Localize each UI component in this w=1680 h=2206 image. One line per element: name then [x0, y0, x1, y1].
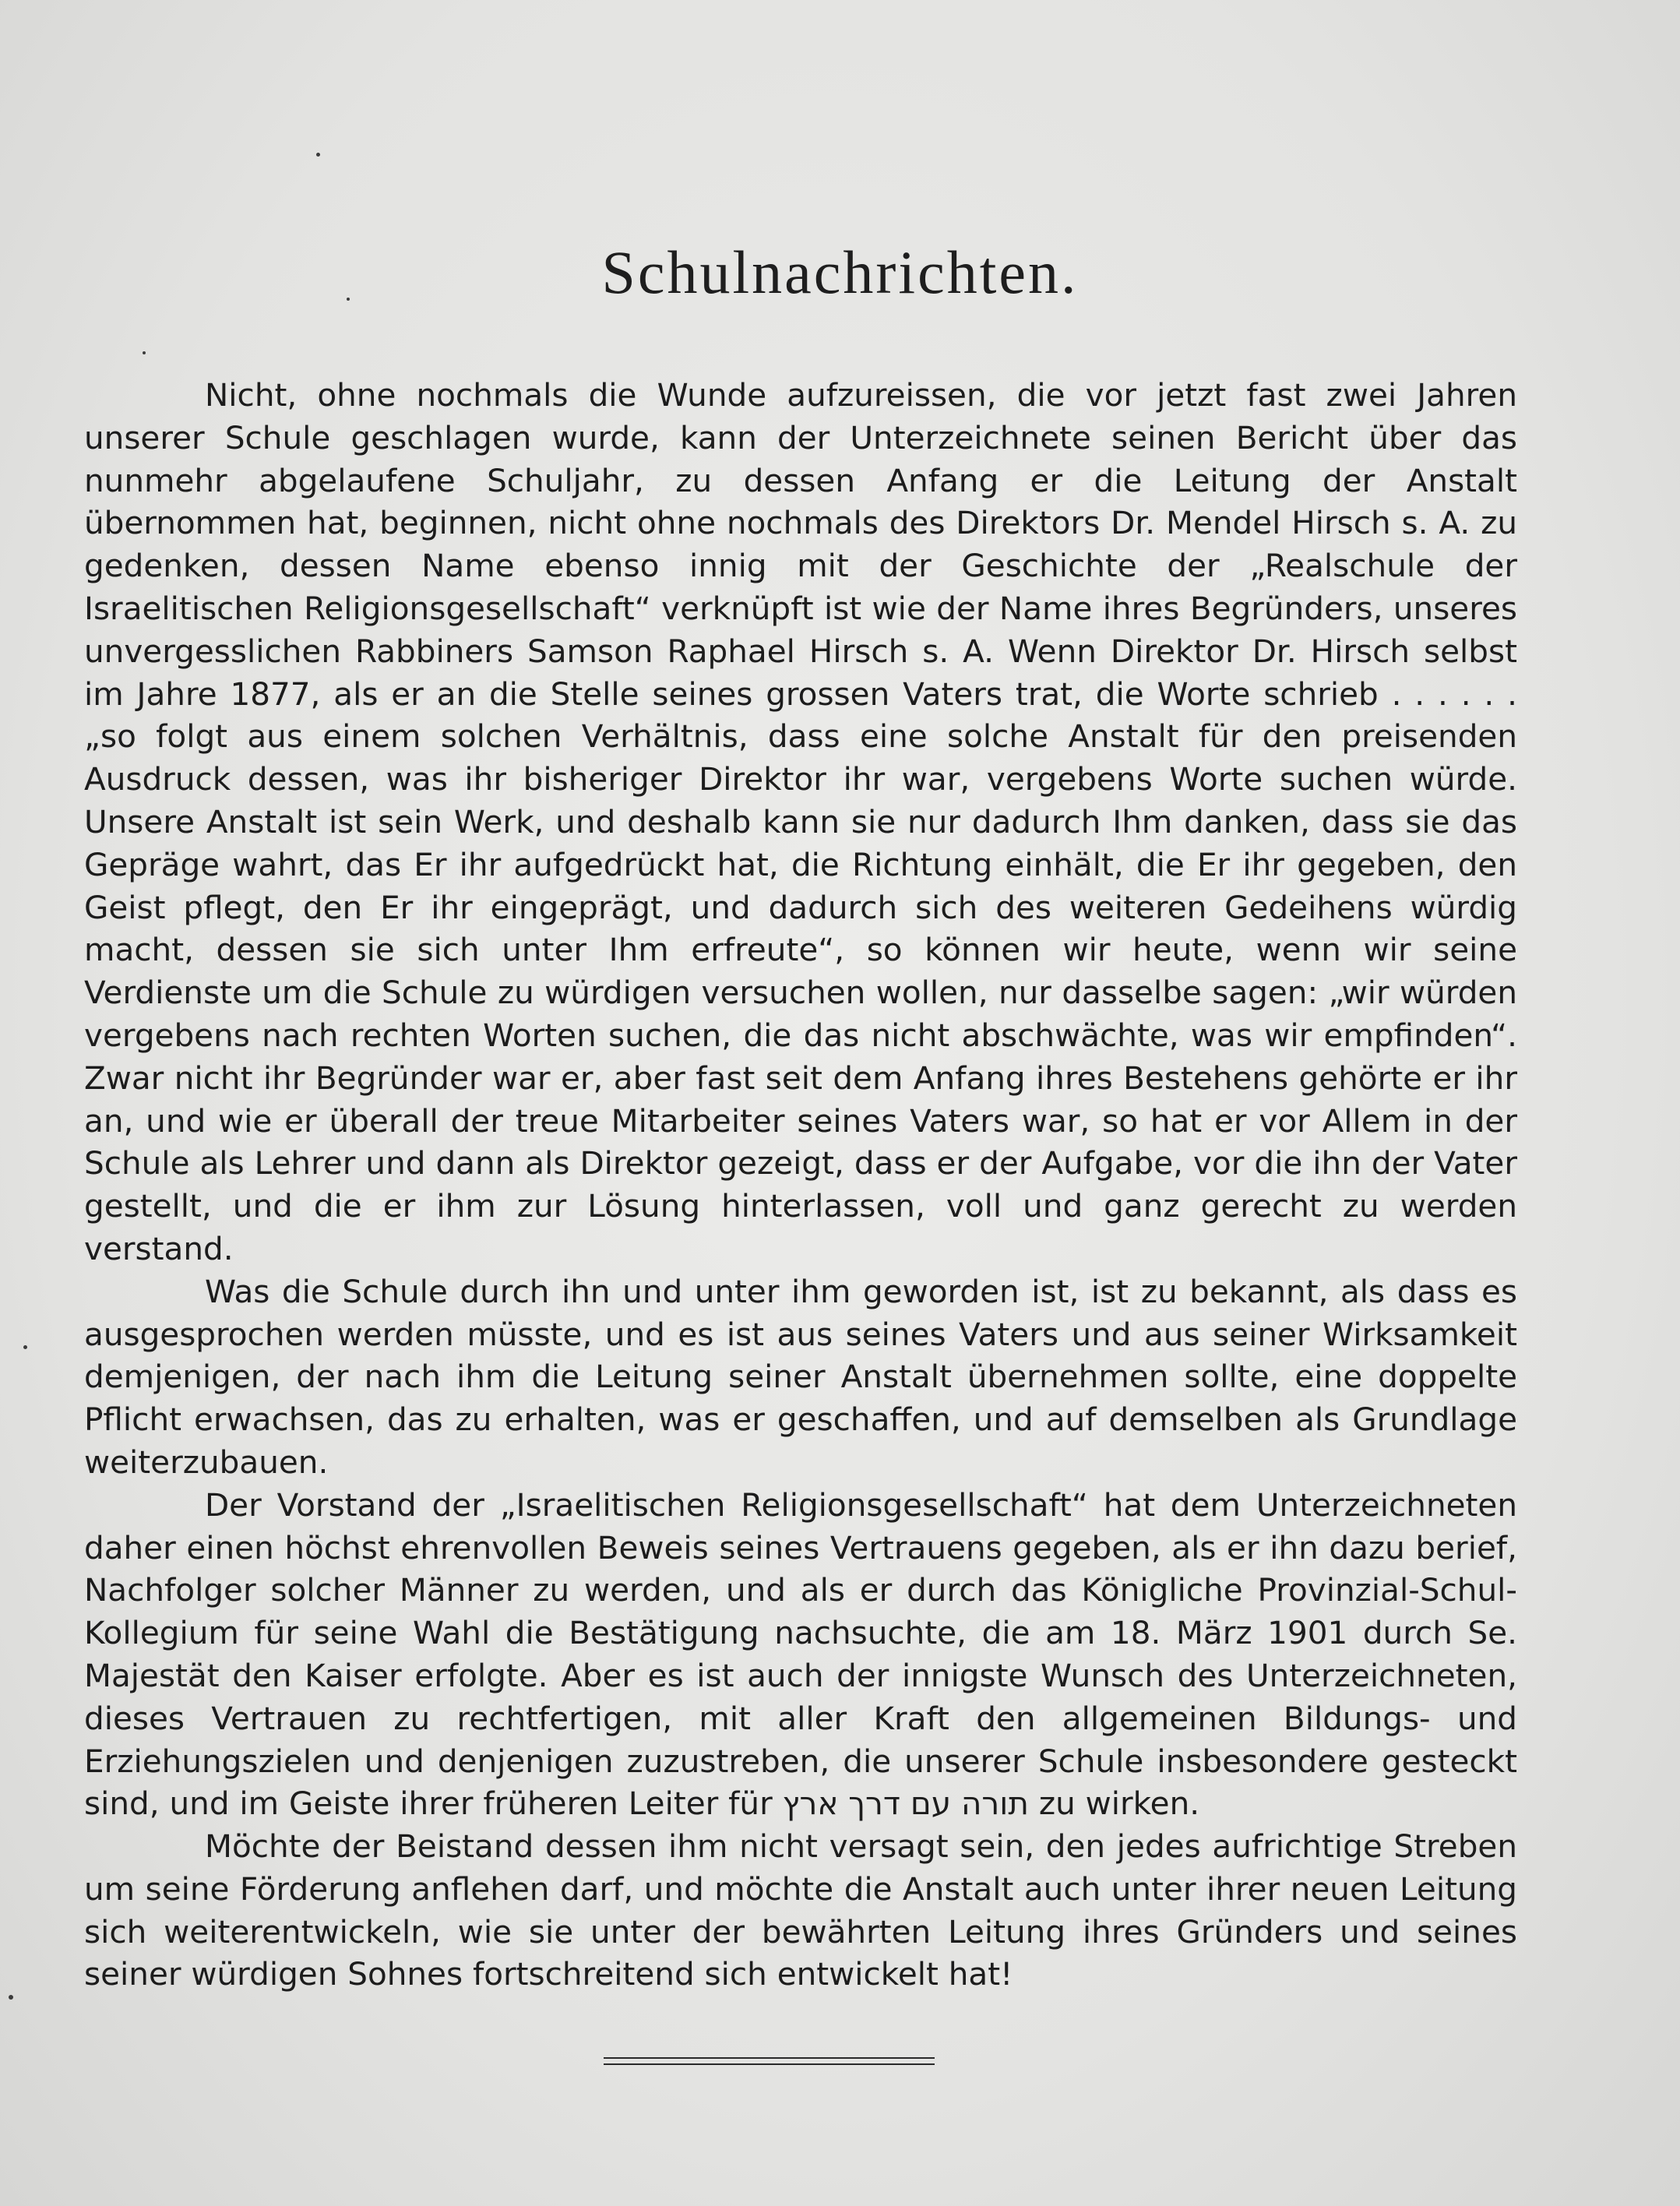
hebrew-phrase: תורה עם דרך ארץ — [782, 1785, 1029, 1823]
print-speck — [9, 1995, 13, 2000]
paragraph: Möchte der Beistand dessen ihm nicht versagt sein, den jedes aufrichtige Streben um seine Förderung anflehen darf, und möchte die Anstalt auch unter ihrer neuen Leitung sich weiterentwickeln, wie sie unter der bewährten Leitung ihres Gründers und seines seiner würdigen Sohnes fortschreitend sich entwickelt hat! — [84, 1827, 1517, 1993]
print-speck — [143, 351, 146, 354]
paragraph-text: Der Vorstand der „Israelitischen Religionsgesellschaft“ hat dem Unterzeichneten daher einen höchst ehrenvollen Beweis seines Vertrauens gegeben, als er ihn dazu berief, Nachfolger solcher Männer zu werden, und als er durch das Königliche Provinzial-Schul-Kollegium für seine Wahl die Bestätigung nachsuchte, die am 18. März 1901 durch Se. Majestät den Kaiser erfolgte. Aber es ist auch der innigste Wunsch des Unterzeichneten, dieses Vertrauen zu rechtfertigen, mit aller Kraft den allgemeinen Bildungs- und Erziehungszielen und denjenigen zuzustreben, die unserer Schule insbesondere gesteckt sind, und im Geiste ihrer früheren Leiter für — [84, 1485, 1517, 1823]
print-speck — [316, 153, 320, 157]
paragraph: Nicht, ohne nochmals die Wunde aufzureissen, die vor jetzt fast zwei Jahren unserer Schule geschlagen wurde, kann der Unterzeichnete seinen Bericht über das nunmehr abgelaufene Schuljahr, zu dessen Anfang er die Leitung der Anstalt übernommen hat, beginnen, nicht ohne nochmals des Direktors Dr. Mendel Hirsch s. A. zu gedenken, dessen Name ebenso innig mit der Geschichte der „Realschule der Israelitischen Religionsgesellschaft“ verknüpft ist wie der Name ihres Begründers, unseres unvergesslichen Rabbiners Samson Raphael Hirsch s. A. Wenn Direktor Dr. Hirsch selbst im Jahre 1877, als er an die Stelle seines grossen Vaters trat, die Worte schrieb . . . . . . „so folgt aus einem solchen Verhältnis, dass eine solche Anstalt für den preisenden Ausdruck dessen, was ihr bisheriger Direktor ihr war, vergebens Worte suchen würde. Unsere Anstalt ist sein Werk, und deshalb kann sie nur dadurch Ihm danken, dass sie das Gepräge wahrt, das Er ihr aufgedrückt hat, die Richtung einhält, die Er ihr gegeben, den Geist pflegt, den Er ihr eingeprägt, und dadurch sich des weiteren Gedeihens würdig macht, dessen sie sich unter Ihm erfreute“, so können wir heute, wenn wir seine Verdienste um die Schule zu würdigen versuchen wollen, nur dasselbe sagen: „wir würden vergebens nach rechten Worten suchen, die das nicht abschwächte, was wir empfinden“. Zwar nicht ihr Begründer war er, aber fast seit dem Anfang ihres Bestehens gehörte er ihr an, und wie er überall der treue Mitarbeiter seines Vaters war, so hat er vor Allem in der Schule als Lehrer und dann als Direktor gezeigt, dass er der Aufgabe, vor die ihn der Vater gestellt, und die er ihm zur Lösung hinterlassen, voll und ganz gerecht zu werden verstand. — [84, 376, 1517, 1267]
paragraph: Was die Schule durch ihn und unter ihm geworden ist, ist zu bekannt, als dass es ausgesprochen werden müsste, und es ist aus seines Vaters und aus seiner Wirksamkeit demjenigen, der nach ihm die Leitung seiner Anstalt übernehmen sollte, eine doppelte Pflicht erwachsen, das zu erhalten, was er geschaffen, und auf demselben als Grundlage weiterzubauen. — [84, 1272, 1517, 1481]
page-title: Schulnachrichten. — [601, 238, 1079, 306]
paragraph-text: zu wirken. — [1038, 1785, 1200, 1823]
closing-rule — [604, 2057, 935, 2065]
print-speck — [23, 1345, 27, 1349]
paragraph — [84, 1484, 1517, 1825]
body-text — [84, 374, 1517, 1996]
